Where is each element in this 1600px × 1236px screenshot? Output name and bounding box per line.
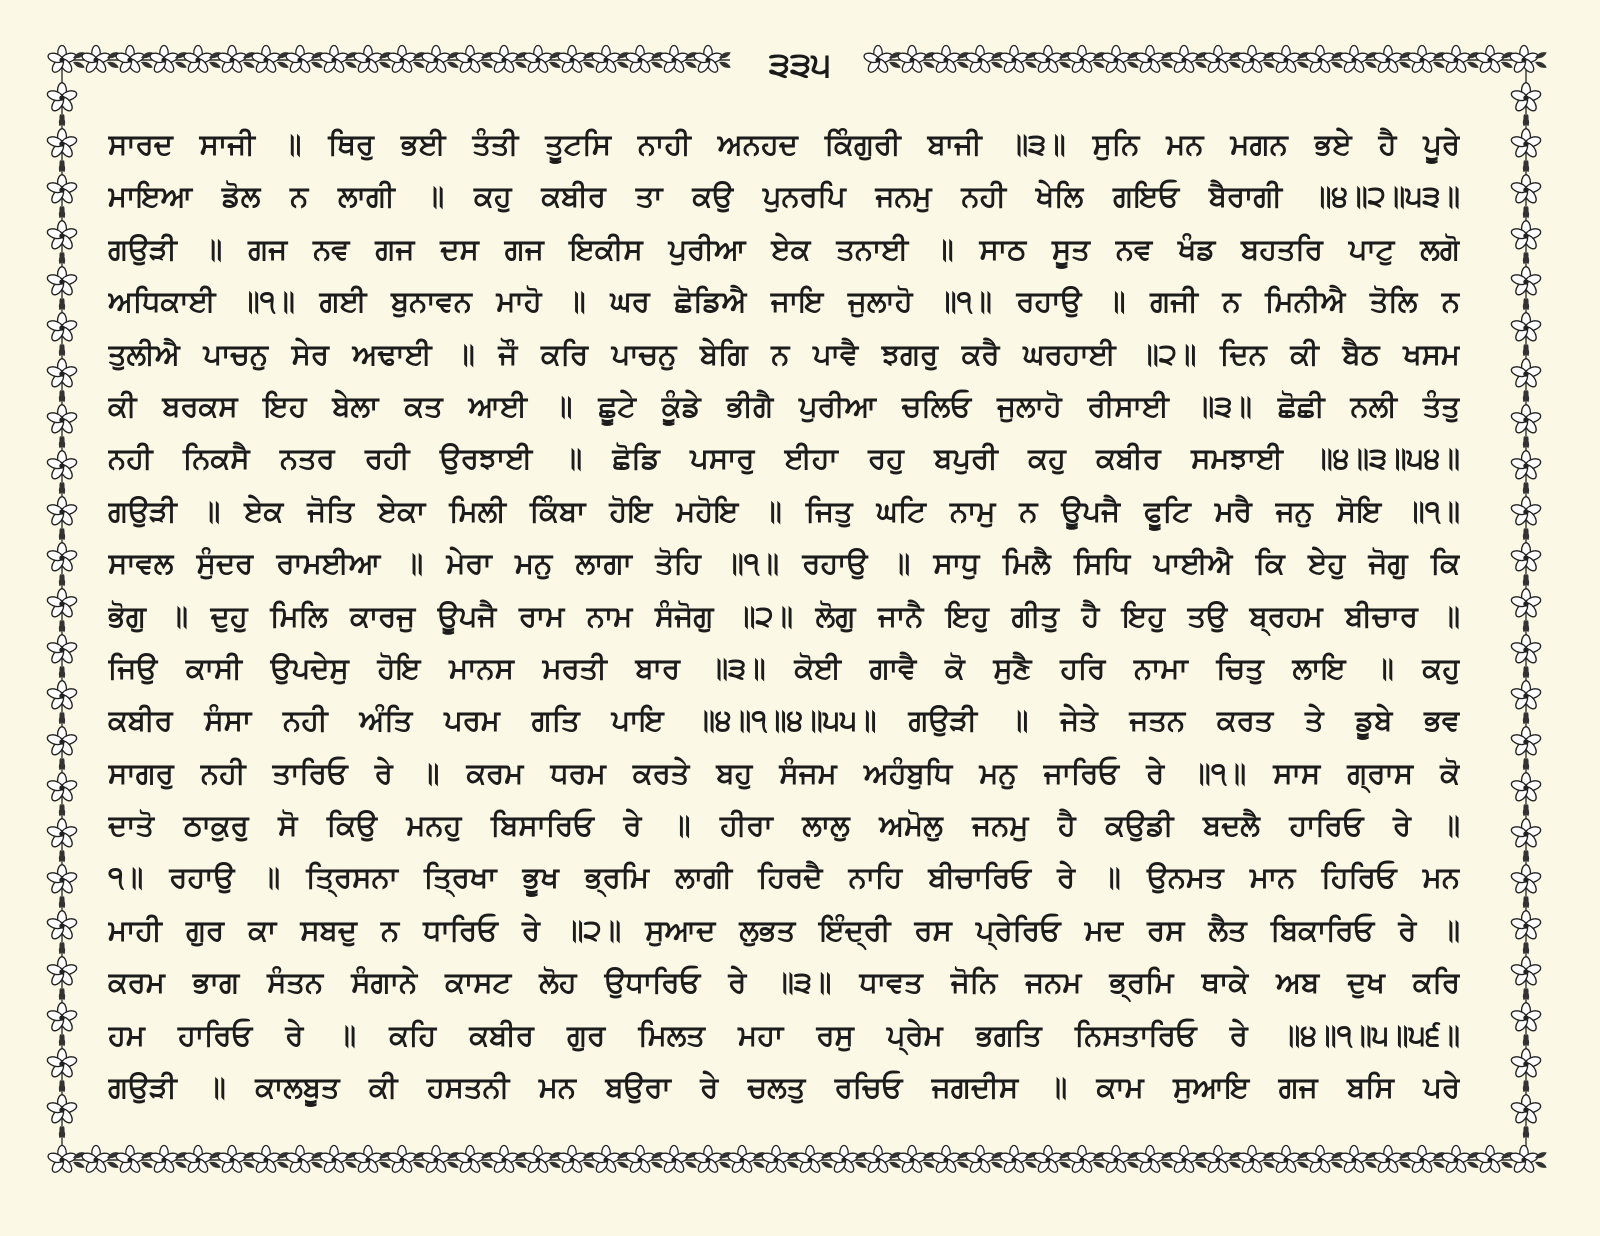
page-number: ੩੩੫: [750, 40, 850, 90]
text-line: ਗਉੜੀ ॥ ਏਕ ਜੋਤਿ ਏਕਾ ਮਿਲੀ ਕਿੰਬਾ ਹੋਇ ਮਹੋਇ ॥ ਜਿਤੁ ਘਟਿ ਨਾਮੁ ਨ ਊਪਜੈ ਫੂਟਿ ਮਰੈ ਜਨੁ ਸੋਇ ॥੧॥: [108, 493, 1460, 528]
text-line: ਤੁਲੀਐ ਪਾਚਨੁ ਸੇਰ ਅਢਾਈ ॥ ਜੌ ਕਰਿ ਪਾਚਨੁ ਬੇਗਿ ਨ ਪਾਵੈ ਝਗਰੁ ਕਰੈ ਘਰਹਾਈ ॥੨॥ ਦਿਨ ਕੀ ਬੈਠ ਖਸਮ: [108, 336, 1460, 371]
text-line: ਭੋਗੁ ॥ ਦੁਹੁ ਮਿਲਿ ਕਾਰਜੁ ਊਪਜੈ ਰਾਮ ਨਾਮ ਸੰਜੋਗੁ ॥੨॥ ਲੋਗੁ ਜਾਨੈ ਇਹੁ ਗੀਤੁ ਹੈ ਇਹੁ ਤਉ ਬ੍ਰਹਮ ਬੀਚਾਰ ॥: [108, 598, 1460, 633]
text-line: ਗਉੜੀ ॥ ਗਜ ਨਵ ਗਜ ਦਸ ਗਜ ਇਕੀਸ ਪੁਰੀਆ ਏਕ ਤਨਾਈ ॥ ਸਾਠ ਸੂਤ ਨਵ ਖੰਡ ਬਹਤਰਿ ਪਾਟੁ ਲਗੋ: [108, 231, 1460, 266]
text-line: ਗਉੜੀ ॥ ਕਾਲਬੂਤ ਕੀ ਹਸਤਨੀ ਮਨ ਬਉਰਾ ਰੇ ਚਲਤੁ ਰਚਿਓ ਜਗਦੀਸ ॥ ਕਾਮ ਸੁਆਇ ਗਜ ਬਸਿ ਪਰੇ: [108, 1070, 1460, 1105]
text-line: ਕਰਮ ਭਾਗ ਸੰਤਨ ਸੰਗਾਨੇ ਕਾਸਟ ਲੋਹ ਉਧਾਰਿਓ ਰੇ ॥੩॥ ਧਾਵਤ ਜੋਨਿ ਜਨਮ ਭ੍ਰਮਿ ਥਾਕੇ ਅਬ ਦੁਖ ਕਰਿ: [108, 965, 1460, 1000]
text-line: ਸਾਰਦ ਸਾਜੀ ॥ ਥਿਰੁ ਭਈ ਤੰਤੀ ਤੂਟਸਿ ਨਾਹੀ ਅਨਹਦ ਕਿੰਗੁਰੀ ਬਾਜੀ ॥੩॥ ਸੁਨਿ ਮਨ ਮਗਨ ਭਏ ਹੈ ਪੂਰੇ: [108, 127, 1460, 161]
text-line: ਦਾਤੋ ਠਾਕੁਰੁ ਸੋ ਕਿਉ ਮਨਹੁ ਬਿਸਾਰਿਓ ਰੇ ॥ ਹੀਰਾ ਲਾਲੁ ਅਮੋਲੁ ਜਨਮੁ ਹੈ ਕਉਡੀ ਬਦਲੈ ਹਾਰਿਓ ਰੇ ॥: [108, 808, 1460, 843]
text-line: ਮਾਇਆ ਡੋਲ ਨ ਲਾਗੀ ॥ ਕਹੁ ਕਬੀਰ ਤਾ ਕਉ ਪੁਨਰਪਿ ਜਨਮੁ ਨਹੀ ਖੇਲਿ ਗਇਓ ਬੈਰਾਗੀ ॥੪॥੨॥੫੩॥: [108, 179, 1460, 214]
text-line: ਕਬੀਰ ਸੰਸਾ ਨਹੀ ਅੰਤਿ ਪਰਮ ਗਤਿ ਪਾਇ ॥੪॥੧॥੪॥੫੫॥ ਗਉੜੀ ॥ ਜੇਤੇ ਜਤਨ ਕਰਤ ਤੇ ਡੂਬੇ ਭਵ: [108, 703, 1460, 738]
text-line: ਜਿਉ ਕਾਸੀ ਉਪਦੇਸੁ ਹੋਇ ਮਾਨਸ ਮਰਤੀ ਬਾਰ ॥੩॥ ਕੋਈ ਗਾਵੈ ਕੋ ਸੁਣੈ ਹਰਿ ਨਾਮਾ ਚਿਤੁ ਲਾਇ ॥ ਕਹੁ: [108, 650, 1460, 685]
text-line: ਹਮ ਹਾਰਿਓ ਰੇ ॥ ਕਹਿ ਕਬੀਰ ਗੁਰ ਮਿਲਤ ਮਹਾ ਰਸੁ ਪ੍ਰੇਮ ਭਗਤਿ ਨਿਸਤਾਰਿਓ ਰੇ ॥੪॥੧॥੫॥੫੬॥: [108, 1017, 1460, 1052]
text-line: ਕੀ ਬਰਕਸ ਇਹ ਬੇਲਾ ਕਤ ਆਈ ॥ ਛੂਟੇ ਕੂੰਡੇ ਭੀਗੈ ਪੁਰੀਆ ਚਲਿਓ ਜੁਲਾਹੋ ਰੀਸਾਈ ॥੩॥ ਛੋਛੀ ਨਲੀ ਤੰਤੁ: [108, 388, 1460, 423]
text-line: ਮਾਹੀ ਗੁਰ ਕਾ ਸਬਦੁ ਨ ਧਾਰਿਓ ਰੇ ॥੨॥ ਸੁਆਦ ਲੁਭਤ ਇੰਦ੍ਰੀ ਰਸ ਪ੍ਰੇਰਿਓ ਮਦ ਰਸ ਲੈਤ ਬਿਕਾਰਿਓ ਰੇ ॥: [108, 912, 1460, 947]
text-line: ੧॥ ਰਹਾਉ ॥ ਤ੍ਰਿਸਨਾ ਤ੍ਰਿਖਾ ਭੂਖ ਭ੍ਰਮਿ ਲਾਗੀ ਹਿਰਦੈ ਨਾਹਿ ਬੀਚਾਰਿਓ ਰੇ ॥ ਉਨਮਤ ਮਾਨ ਹਿਰਿਓ ਮਨ: [108, 860, 1460, 895]
text-line: ਸਾਵਲ ਸੁੰਦਰ ਰਾਮਈਆ ॥ ਮੇਰਾ ਮਨੁ ਲਾਗਾ ਤੋਹਿ ॥੧॥ ਰਹਾਉ ॥ ਸਾਧੁ ਮਿਲੈ ਸਿਧਿ ਪਾਈਐ ਕਿ ਏਹੁ ਜੋਗੁ ਕਿ: [108, 546, 1460, 581]
text-line: ਅਧਿਕਾਈ ॥੧॥ ਗਈ ਬੁਨਾਵਨ ਮਾਹੋ ॥ ਘਰ ਛੋਡਿਐ ਜਾਇ ਜੁਲਾਹੋ ॥੧॥ ਰਹਾਉ ॥ ਗਜੀ ਨ ਮਿਨੀਐ ਤੋਲਿ ਨ: [108, 284, 1460, 319]
scripture-text: [108, 118, 1460, 1113]
text-line: ਸਾਗਰੁ ਨਹੀ ਤਾਰਿਓ ਰੇ ॥ ਕਰਮ ਧਰਮ ਕਰਤੇ ਬਹੁ ਸੰਜਮ ਅਹੰਬੁਧਿ ਮਨੁ ਜਾਰਿਓ ਰੇ ॥੧॥ ਸਾਸ ਗ੍ਰਾਸ ਕੋ: [108, 755, 1460, 790]
text-line: ਨਹੀ ਨਿਕਸੈ ਨਤਰ ਰਹੀ ਉਰਝਾਈ ॥ ਛੋਡਿ ਪਸਾਰੁ ਈਹਾ ਰਹੁ ਬਪੁਰੀ ਕਹੁ ਕਬੀਰ ਸਮਝਾਈ ॥੪॥੩॥੫੪॥: [108, 441, 1460, 476]
